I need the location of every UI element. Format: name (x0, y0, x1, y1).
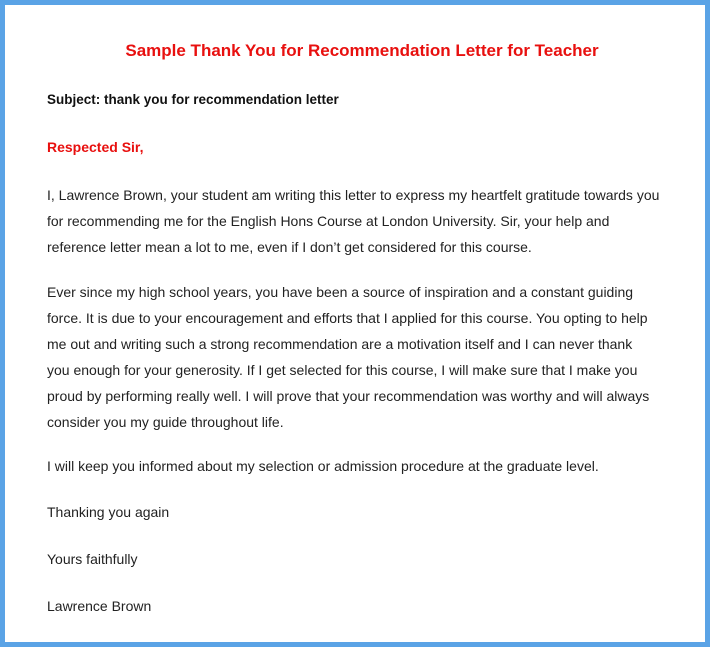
paragraph-line: you enough for your generosity. If I get selected for this course, I will make sure that I make you (47, 362, 638, 378)
paragraph-inspiration (47, 279, 687, 435)
page-title: Sample Thank You for Recommendation Letter for Teacher (125, 41, 599, 60)
paragraph-line: Ever since my high school years, you have been a source of inspiration and a constant guiding (47, 284, 634, 300)
paragraph-line: consider you my guide throughout life. (47, 414, 284, 430)
closing-thanks: Thanking you again (47, 504, 170, 520)
paragraph-line: me out and writing such a strong recommendation are a motivation itself and I can never thank (47, 336, 633, 352)
paragraph-line: for recommending me for the English Hons Course at London University. Sir, your help and (47, 213, 610, 229)
paragraph-update (47, 453, 687, 479)
paragraph-gratitude (47, 182, 687, 260)
salutation: Respected Sir, (47, 139, 144, 155)
paragraph-line: force. It is due to your encouragement and efforts that I applied for this course. You opting to help (47, 310, 648, 326)
paragraph-line: I, Lawrence Brown, your student am writing this letter to express my heartfelt gratitude towards you (47, 187, 660, 203)
signature-name: Lawrence Brown (47, 598, 152, 614)
subject-line: Subject: thank you for recommendation letter (47, 92, 339, 107)
paragraph-line: proud by performing really well. I will prove that your recommendation was worthy and will always (47, 388, 650, 404)
closing-sign-off: Yours faithfully (47, 551, 138, 567)
paragraph-line: reference letter mean a lot to me, even if I don’t get considered for this course. (47, 239, 532, 255)
paragraph-line: I will keep you informed about my selection or admission procedure at the graduate level. (47, 458, 599, 474)
